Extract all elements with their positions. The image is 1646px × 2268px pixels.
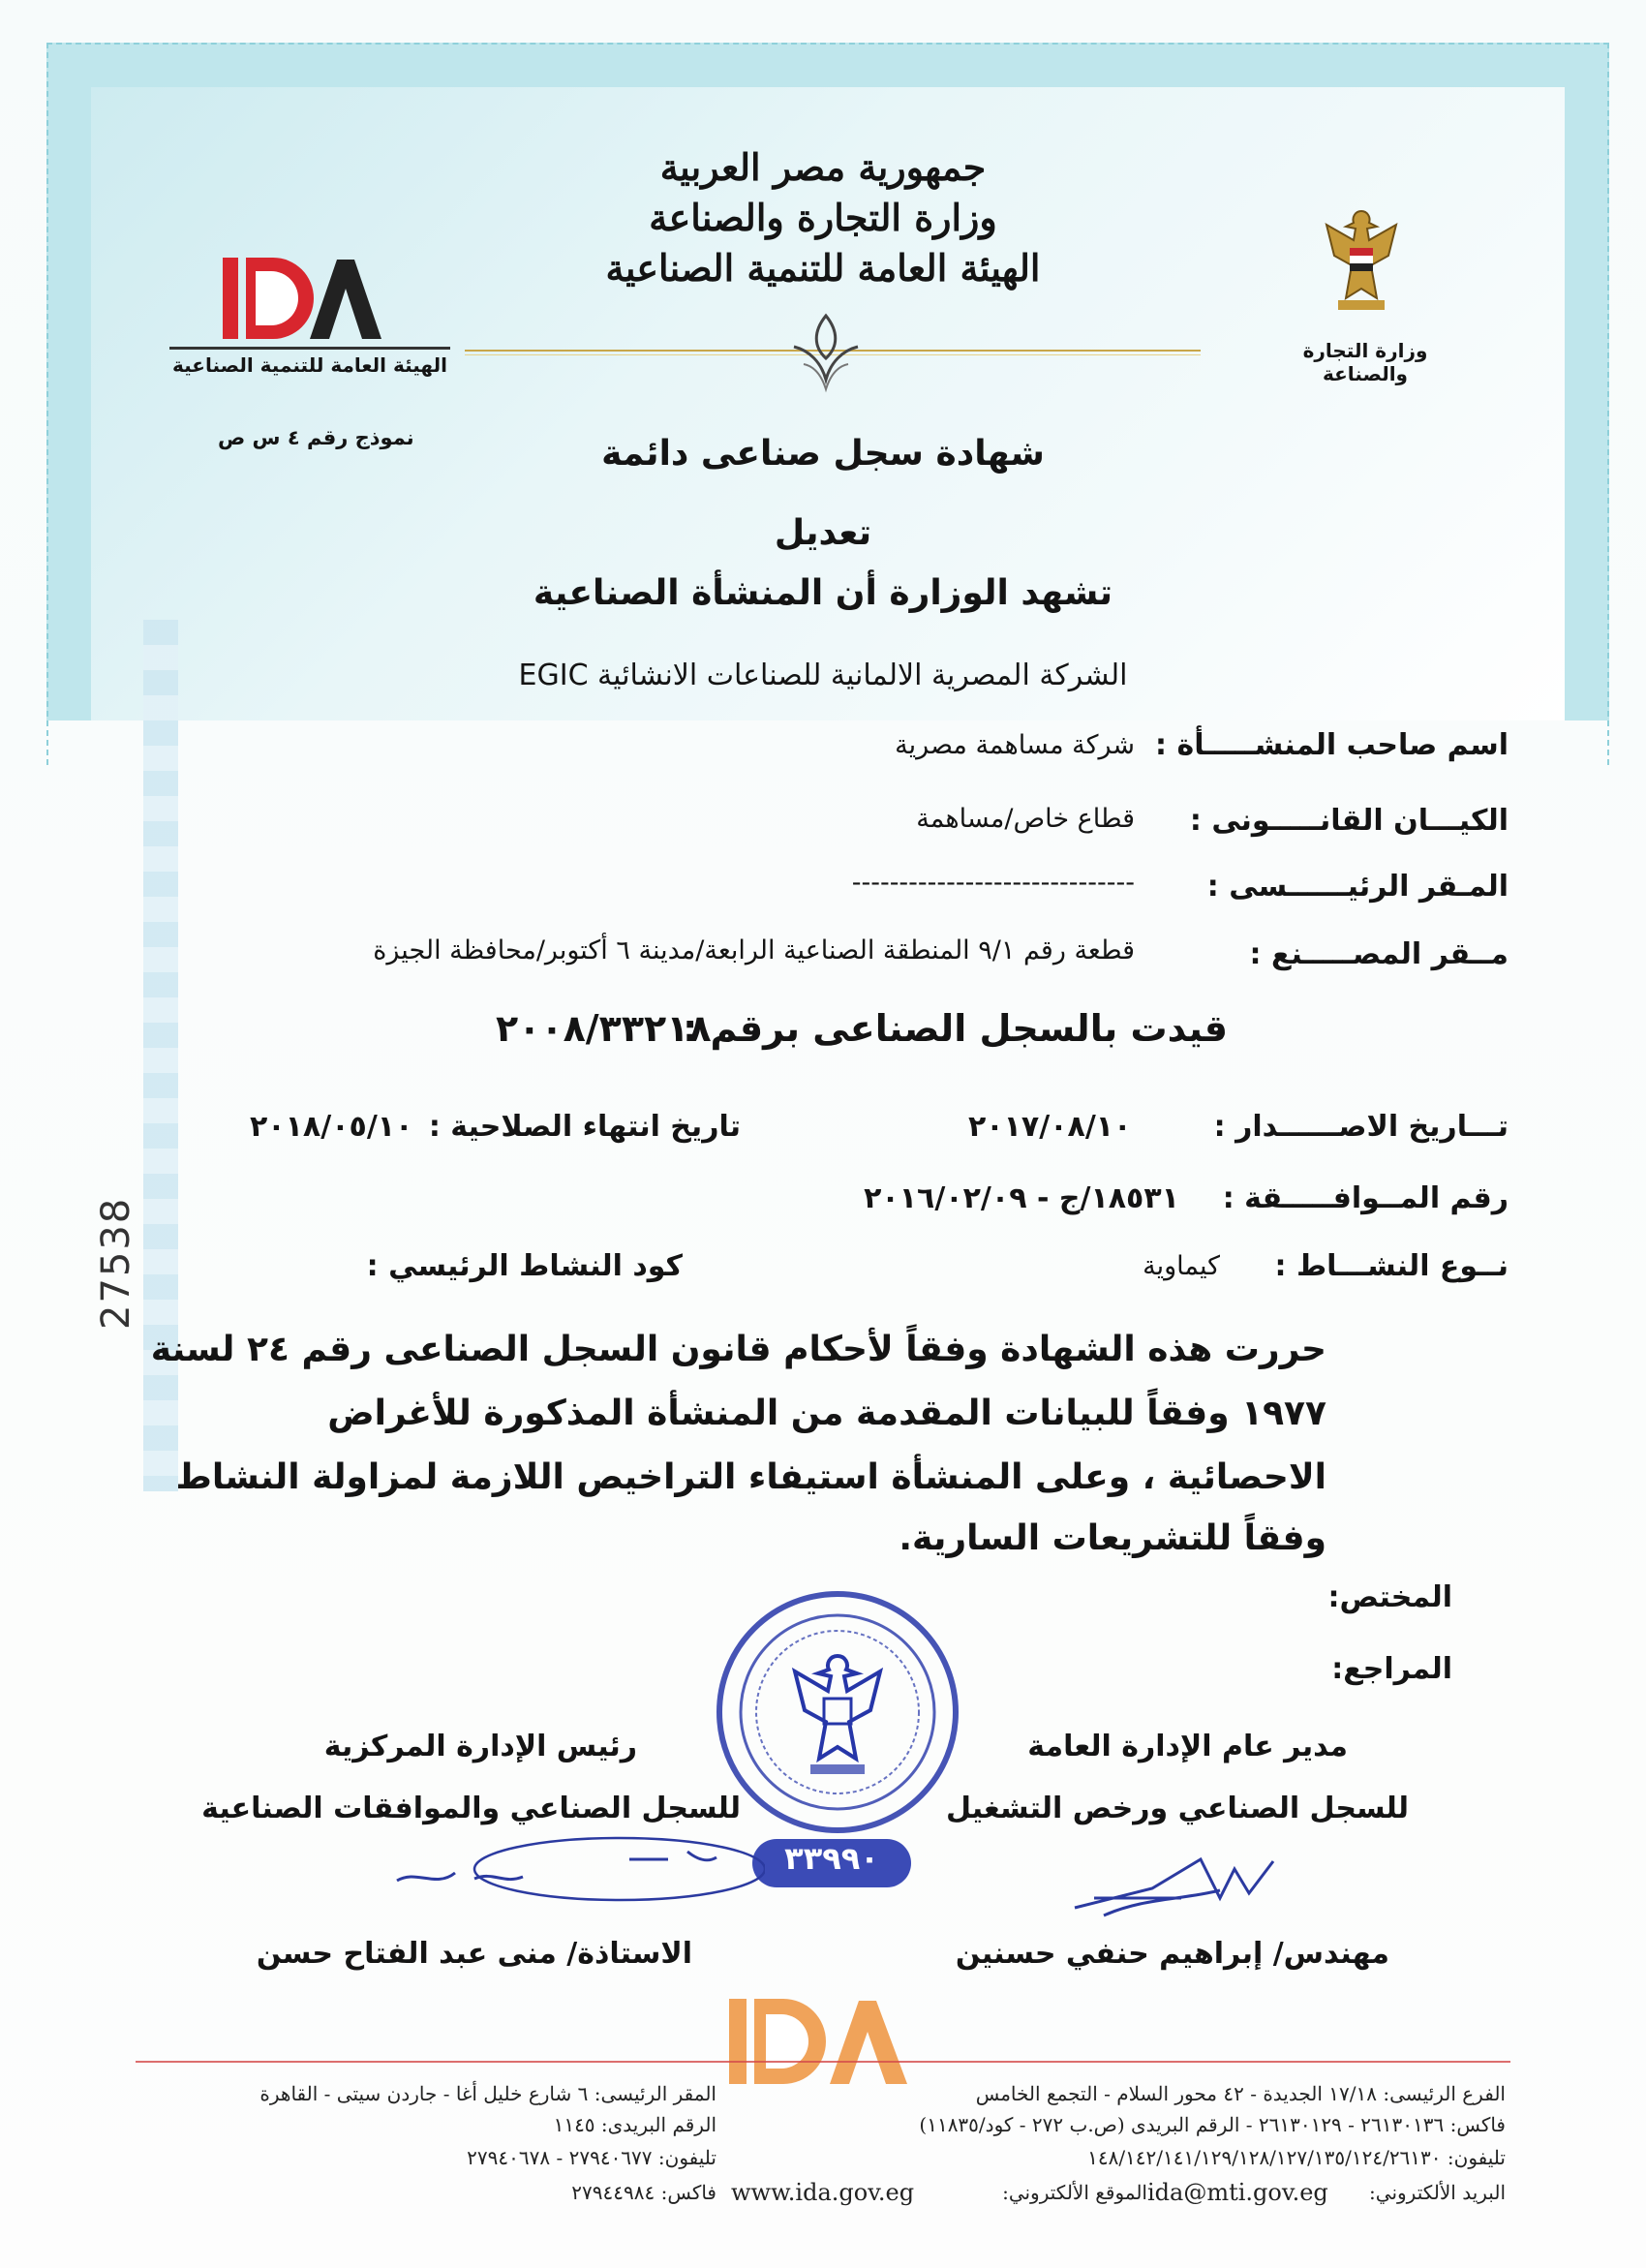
eagle-emblem-icon <box>1317 205 1406 320</box>
right-signatory-title-2: للسجل الصناعي ورخص التشغيل <box>946 1792 1409 1825</box>
expiry-date-value: ٢٠١٨/٠٥/١٠ <box>250 1110 413 1144</box>
body-line-2: ١٩٧٧ وفقاً للبيانات المقدمة من المنشأة المذكورة للأغراض <box>327 1394 1326 1433</box>
certificate-title: شهادة سجل صناعى دائمة <box>601 434 1045 474</box>
header-country: جمهورية مصر العربية <box>659 145 987 189</box>
field-value-owner: شركة مساهمة مصرية <box>895 730 1135 760</box>
ida-footer-logo <box>721 1993 915 2090</box>
field-value-headquarters: ------------------------------ <box>851 868 1135 898</box>
left-signatory-title-1: رئيس الإدارة المركزية <box>323 1730 637 1763</box>
registration-number: ٢٠٠٨/٣٣٢١٨ <box>496 1007 712 1050</box>
footer-divider <box>136 2061 1510 2063</box>
field-label-owner: اسم صاحب المنشـــــأة : <box>1155 728 1509 762</box>
auditor-label: المراجع: <box>1331 1652 1452 1686</box>
certify-line: تشهد الوزارة أن المنشأة الصناعية <box>533 573 1113 613</box>
left-signatory-title-2: للسجل الصناعي والموافقات الصناعية <box>201 1792 741 1825</box>
right-handwritten-signature <box>1065 1840 1297 1927</box>
serial-number: 27538 <box>94 1196 138 1330</box>
header-authority: الهيئة العامة للتنمية الصناعية <box>605 246 1041 290</box>
company-name: الشركة المصرية الالمانية للصناعات الانشائية EGIC <box>518 659 1128 692</box>
footer-website-label: الموقع الألكتروني: <box>1002 2181 1147 2204</box>
ministry-logo-caption: وزارة التجارة والصناعة <box>1302 339 1428 385</box>
field-value-factory: قطعة رقم ٩/١ المنطقة الصناعية الرابعة/مدينة ٦ أكتوبر/محافظة الجيزة <box>373 935 1135 965</box>
body-line-1: حررت هذه الشهادة وفقاً لأحكام قانون السجل الصناعى رقم ٢٤ لسنة <box>150 1330 1326 1369</box>
footer-hq-fax: فاكس: ٢٧٩٤٤٩٨٤ <box>571 2181 716 2204</box>
ida-logo <box>213 250 387 347</box>
footer-email-label: البريد الألكتروني: <box>1369 2181 1506 2204</box>
footer-hq-address: المقر الرئيسى: ٦ شارع خليل أغا - جاردن سيتى - القاهرة <box>259 2082 716 2105</box>
official-seal-stamp <box>712 1586 963 1838</box>
specialist-label: المختص: <box>1327 1580 1452 1614</box>
footer-branch-fax: فاكس: ٢٦١٣٠١٣٦ - ٢٦١٣٠١٢٩ - الرقم البريدى (ص.ب ٢٧٢ - كود/١١٨٣٥) <box>919 2113 1506 2136</box>
right-signatory-title-1: مدير عام الإدارة العامة <box>1027 1730 1348 1763</box>
footer-branch-address: الفرع الرئيسى: ١٧/١٨ الجديدة - ٤٢ محور السلام - التجمع الخامس <box>975 2082 1506 2105</box>
form-number: نموذج رقم ٤ س ص <box>218 426 414 449</box>
body-line-4: وفقاً للتشريعات السارية. <box>899 1518 1326 1558</box>
ornament-icon <box>782 308 869 395</box>
footer-hq-postal: الرقم البريدى: ١١٤٥ <box>553 2113 716 2136</box>
left-handwritten-signature <box>378 1830 765 1917</box>
approval-value: ١٨٥٣١/ج - ٢٠١٦/٠٢/٠٩ <box>864 1181 1179 1215</box>
footer-email[interactable]: ida@mti.gov.eg <box>1147 2179 1328 2206</box>
approval-label: رقم المــوافـــــقة : <box>1222 1181 1509 1215</box>
field-label-headquarters: المـقر الرئيــــــسى : <box>1206 870 1509 904</box>
right-signatory-name: مهندس/ إبراهيم حنفي حسنين <box>955 1937 1389 1971</box>
field-value-legal-entity: قطاع خاص/مساهمة <box>916 804 1135 834</box>
expiry-date-label: تاريخ انتهاء الصلاحية : <box>428 1110 741 1144</box>
footer-website[interactable]: www.ida.gov.eg <box>731 2179 915 2206</box>
footer-branch-phone: تليفون: ١٤٨/١٤٢/١٤١/١٢٩/١٢٨/١٢٧/١٣٥/١٢٤/٢٦١٣٠ <box>1087 2146 1506 2169</box>
left-signatory-name: الاستاذة/ منى عبد الفتاح حسن <box>256 1937 692 1971</box>
activity-code-label: كود النشاط الرئيسي : <box>366 1249 683 1283</box>
registration-label: قيدت بالسجل الصناعى برقم : <box>683 1007 1228 1050</box>
header-ministry: وزارة التجارة والصناعة <box>649 196 997 239</box>
ida-logo-caption: الهيئة العامة للتنمية الصناعية <box>169 347 450 377</box>
issue-date-label: تـــاريخ الاصــــــدار : <box>1213 1110 1509 1144</box>
footer-hq-phone: تليفون: ٢٧٩٤٠٦٧٧ - ٢٧٩٤٠٦٧٨ <box>467 2146 716 2169</box>
activity-value: كيماوية <box>1143 1251 1220 1281</box>
body-line-3: الاحصائية ، وعلى المنشأة استيفاء التراخيص اللازمة لمزاولة النشاط <box>175 1457 1326 1497</box>
field-label-legal-entity: الكيـــان القانـــــونى : <box>1189 804 1509 838</box>
certificate-subtitle: تعديل <box>774 513 872 553</box>
field-label-factory: مــقر المصـــــنع : <box>1249 937 1509 971</box>
activity-label: نــوع النشـــاط : <box>1274 1249 1509 1283</box>
stamp-number: ٣٣٩٩٠ <box>784 1840 879 1877</box>
issue-date-value: ٢٠١٧/٠٨/١٠ <box>968 1110 1132 1144</box>
